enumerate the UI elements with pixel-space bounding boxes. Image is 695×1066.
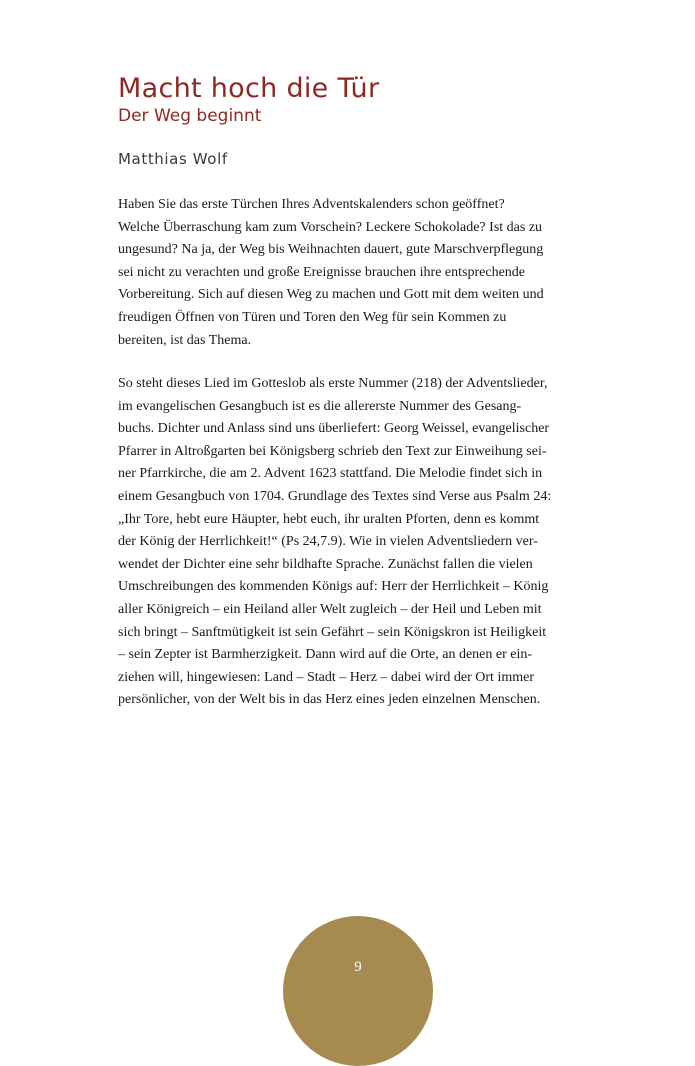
page-title: Macht hoch die Tür bbox=[118, 73, 380, 104]
text-line: Umschreibungen des kommenden Königs auf: Herr der Herrlichkeit – König bbox=[118, 579, 549, 595]
text-line: ner Pfarrkirche, die am 2. Advent 1623 stattfand. Die Melodie findet sich in bbox=[118, 466, 543, 482]
text-line: sei nicht zu verachten und große Ereignisse brauchen ihre entsprechende bbox=[118, 264, 525, 280]
text-line: bereiten, ist das Thema. bbox=[118, 332, 252, 348]
text-line: „Ihr Tore, hebt eure Häupter, hebt euch, ihr uralten Pforten, denn es kommt bbox=[118, 511, 540, 527]
text-line: So steht dieses Lied im Gotteslob als erste Nummer (218) der Adventslieder, bbox=[118, 376, 548, 391]
text-line: im evangelischen Gesangbuch ist es die allererste Nummer des Gesang- bbox=[118, 398, 522, 414]
text-line: aller Königreich – ein Heiland aller Welt zugleich – der Heil und Leben mit bbox=[118, 601, 542, 617]
page-number: 9 bbox=[354, 959, 362, 975]
paragraph-2 bbox=[118, 373, 588, 712]
page-subtitle: Der Weg beginnt bbox=[118, 106, 262, 126]
text-line: Haben Sie das erste Türchen Ihres Adventskalenders schon geöffnet? bbox=[118, 197, 505, 212]
text-line: der König der Herrlichkeit!“ (Ps 24,7.9). Wie in vielen Adventsliedern ver- bbox=[118, 534, 538, 550]
text-line: persönlicher, von der Welt bis in das Herz eines jeden einzelnen Menschen. bbox=[118, 692, 541, 708]
text-line: ziehen will, hingewiesen: Land – Stadt – Herz – dabei wird der Ort immer bbox=[118, 669, 534, 685]
text-line: buchs. Dichter und Anlass sind uns überliefert: Georg Weissel, evangelischer bbox=[118, 421, 550, 437]
text-line: wendet der Dichter eine sehr bildhafte Sprache. Zunächst fallen die vielen bbox=[118, 556, 533, 572]
text-line: Vorbereitung. Sich auf diesen Weg zu machen und Gott mit dem weiten und bbox=[118, 287, 544, 303]
author-name: Matthias Wolf bbox=[118, 150, 228, 168]
paragraph-1 bbox=[118, 194, 588, 352]
text-line: einem Gesangbuch von 1704. Grundlage des Textes sind Verse aus Psalm 24: bbox=[118, 488, 552, 504]
text-line: ungesund? Na ja, der Weg bis Weihnachten dauert, gute Marschverpflegung bbox=[118, 242, 544, 258]
text-line: freudigen Öffnen von Türen und Toren den Weg für sein Kommen zu bbox=[118, 309, 507, 325]
text-line: Welche Überraschung kam zum Vorschein? Leckere Schokolade? Ist das zu bbox=[118, 219, 543, 235]
text-line: – sein Zepter ist Barmherzigkeit. Dann wird auf die Orte, an denen er ein- bbox=[118, 647, 533, 663]
page-number-circle bbox=[283, 916, 433, 1066]
text-line: Pfarrer in Altroßgarten bei Königsberg schrieb den Text zur Einweihung sei- bbox=[118, 443, 547, 459]
text-line: sich bringt – Sanftmütigkeit ist sein Gefährt – sein Königskron ist Heiligkeit bbox=[118, 624, 547, 640]
